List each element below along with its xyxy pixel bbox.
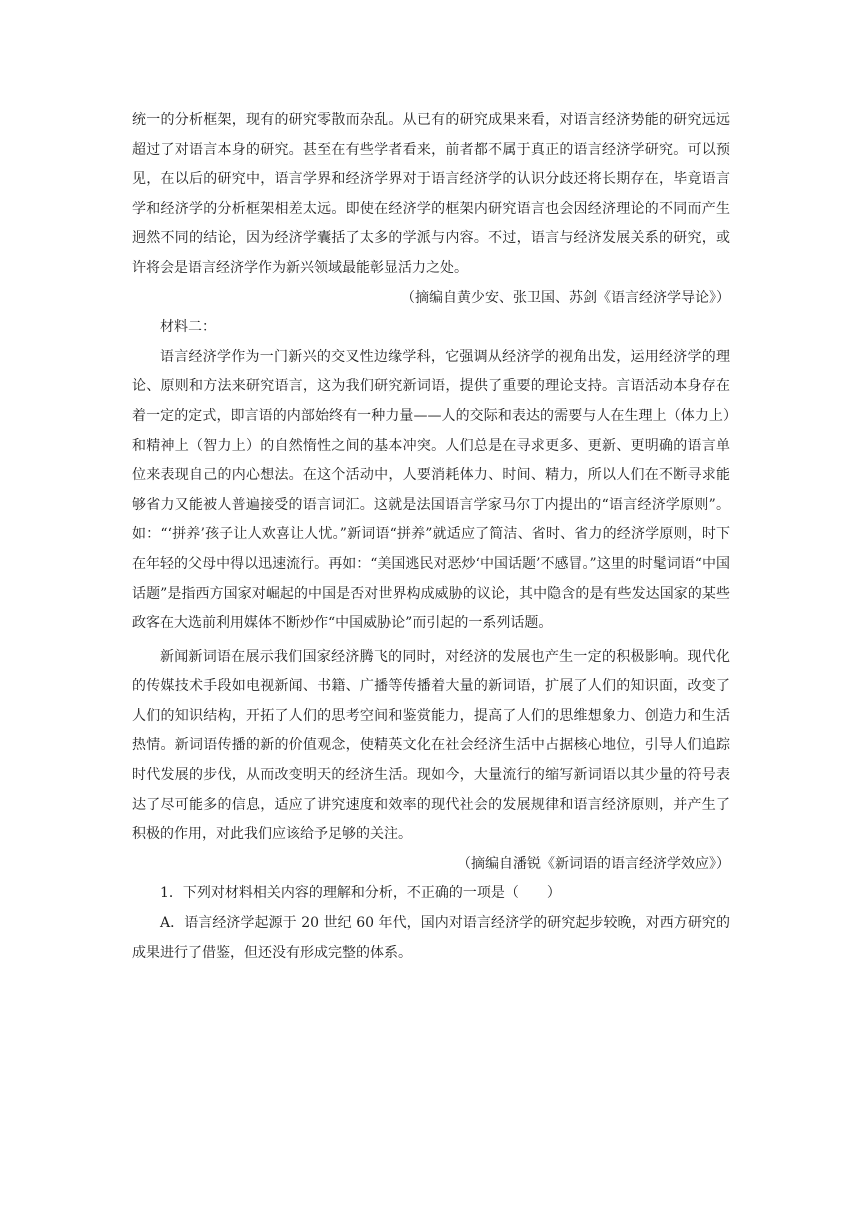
source-citation-1: （摘编自黄少安、张卫国、苏剑《语言经济学导论》） [401, 289, 730, 306]
document-body [132, 106, 730, 968]
question-1 [132, 879, 730, 968]
paragraph-continued: 统一的分析框架，现有的研究零散而杂乱。从已有的研究成果来看，对语言经济势能的研究远远超过了对语言本身的研究。甚至在有些学者看来，前者都不属于真正的语言经济学研究。可以预见，在以后的研究中，语言学界和经济学界对于语言经济学的认识分歧还将长期存在，毕竟语言学和经济学的分析框架相差太远。即使在经济学的框架内研究语言也会因经济理论的不同而产生迥然不同的结论，因为经济学囊括了太多的学派与内容。不过，语言与经济发展关系的研究，或许将会是语言经济学作为新兴领域最能彰显活力之处。 [132, 112, 730, 276]
question-stem: 1．下列对材料相关内容的理解和分析，不正确的一项是（ ） [160, 885, 561, 902]
material-two-heading: 材料二： [160, 319, 216, 336]
question-option-a: A．语言经济学起源于 20 世纪 60 年代，国内对语言经济学的研究起步较晚，对西方研究的成果进行了借鉴，但还没有形成完整的体系。 [132, 915, 730, 961]
paragraph-material-two-1: 语言经济学作为一门新兴的交叉性边缘学科，它强调从经济学的视角出发，运用经济学的理论、原则和方法来研究语言，这为我们研究新词语，提供了重要的理论支持。言语活动本身存在着一定的定式，即言语的内部始终有一种力量——人的交际和表达的需要与人在生理上（体力上）和精神上（智力上）的自然惰性之间的基本冲突。人们总是在寻求更多、更新、更明确的语言单位来表现自己的内心想法。在这个活动中，人要消耗体力、时间、精力，所以人们在不断寻求能够省力又能被人普遍接受的语言词汇。这就是法国语言学家马尔丁内提出的“语言经济学原则”。如：“‘拼养’孩子让人欢喜让人忧。”新词语“拼养”就适应了简洁、省时、省力的经济学原则，时下在年轻的父母中得以迅速流行。再如：“美国逃民对恶炒‘中国话题’不感冒。”这里的时髦词语“中国话题”是指西方国家对崛起的中国是否对世界构成威胁的议论，其中隐含的是有些发达国家的某些政客在大选前利用媒体不断炒作“中国威胁论”而引起的一系列话题。 [132, 348, 730, 632]
paragraph-material-two-2: 新闻新词语在展示我们国家经济腾飞的同时，对经济的发展也产生一定的积极影响。现代化的传媒技术手段如电视新闻、书籍、广播等传播着大量的新词语，扩展了人们的知识面，改变了人们的知识结构，开拓了人们的思考空间和鉴赏能力，提高了人们的思维想象力、创造力和生活热情。新词语传播的新的价值观念，使精英文化在社会经济生活中占据核心地位，引导人们追踪时代发展的步伐，从而改变明天的经济生活。现如今，大量流行的缩写新词语以其少量的符号表达了尽可能多的信息，适应了讲究速度和效率的现代社会的发展规律和语言经济原则，并产生了积极的作用，对此我们应该给予足够的关注。 [132, 648, 730, 843]
source-citation-2: （摘编自潘锐《新词语的语言经济学效应》） [457, 855, 730, 872]
